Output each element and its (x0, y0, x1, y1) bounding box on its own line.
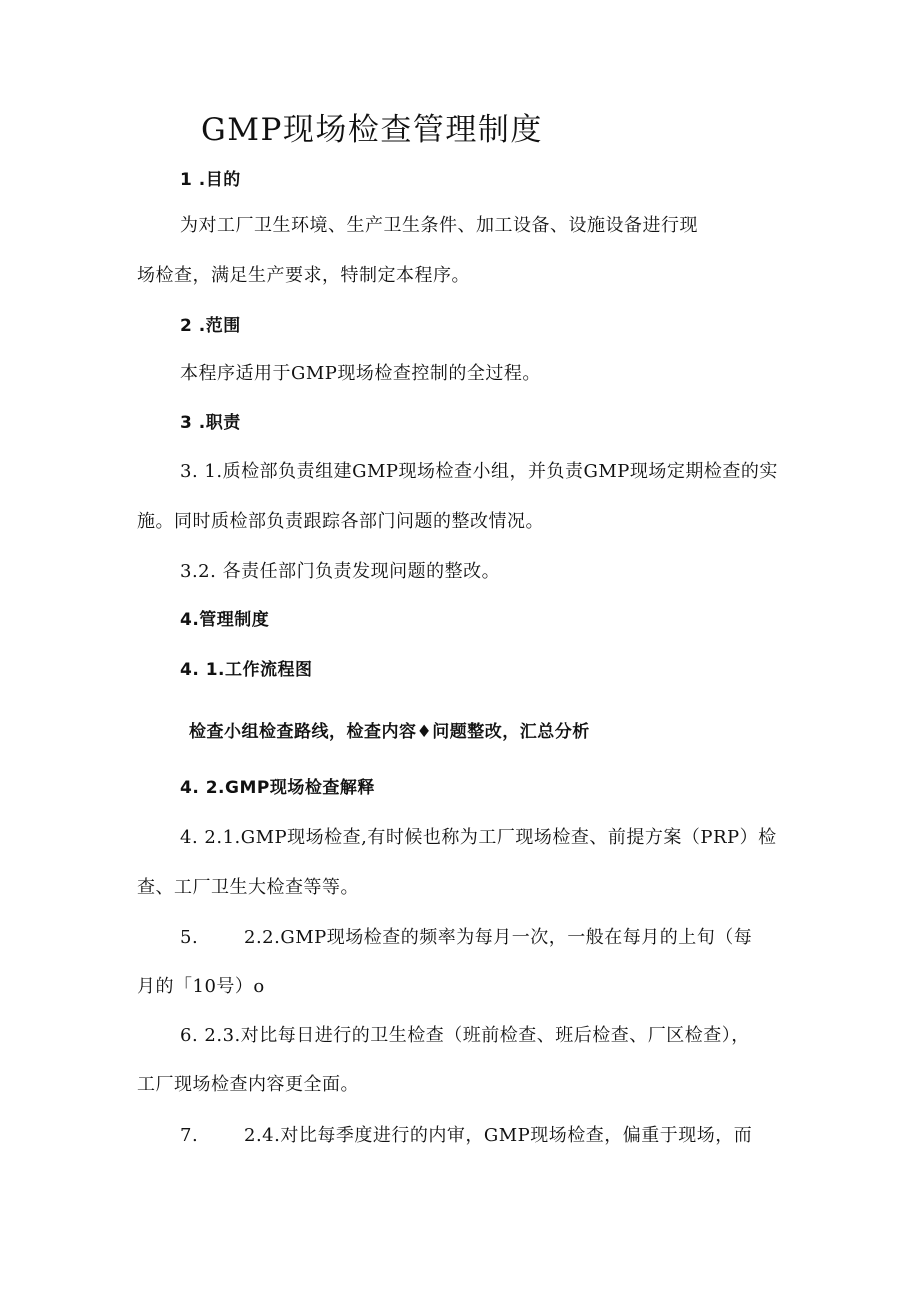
section-3-1-text-line-1: 3. 1.质检部负责组建GMP现场检查小组，并负责GMP现场定期检查的实 (180, 461, 778, 482)
item-7-text-line-1: 2.4.对比每季度进行的内审，GMP现场检查，偏重于现场，而 (244, 1125, 753, 1146)
section-4-2-1-text-line-2: 查、工厂卫生大检查等等。 (137, 877, 359, 898)
section-3-2-text: 3.2. 各责任部门负责发现问题的整改。 (180, 561, 501, 582)
document-title: GMP现场检查管理制度 (201, 112, 543, 148)
section-1-heading: 1 .目的 (180, 170, 241, 190)
section-4-1-heading: 4. 1.工作流程图 (180, 660, 313, 680)
item-6-text-line-1: 6. 2.3.对比每日进行的卫生检查（班前检查、班后检查、厂区检查）， (180, 1025, 750, 1046)
item-6-text-line-2: 工厂现场检查内容更全面。 (137, 1074, 359, 1095)
section-1-text-line-1: 为对工厂卫生环境、生产卫生条件、加工设备、设施设备进行现 (180, 215, 698, 236)
item-5-text-line-2: 月的「10号）o (137, 976, 265, 997)
section-3-heading: 3 .职责 (180, 413, 241, 433)
item-7-number: 7. (180, 1125, 199, 1146)
section-4-2-heading: 4. 2.GMP现场检查解释 (180, 778, 375, 798)
item-5-number: 5. (180, 927, 199, 948)
section-2-text: 本程序适用于GMP现场检查控制的全过程。 (180, 363, 541, 384)
section-3-1-text-line-2: 施。同时质检部负责跟踪各部门问题的整改情况。 (137, 511, 544, 532)
item-5-text-line-1: 2.2.GMP现场检查的频率为每月一次，一般在每月的上旬（每 (244, 927, 753, 948)
section-4-2-1-text-line-1: 4. 2.1.GMP现场检查,有时候也称为工厂现场检查、前提方案（PRP）检 (180, 827, 777, 848)
section-4-heading: 4.管理制度 (180, 610, 270, 630)
workflow-text: 检查小组检查路线，检查内容♦问题整改，汇总分析 (189, 722, 590, 742)
section-1-text-line-2: 场检查，满足生产要求，特制定本程序。 (137, 265, 470, 286)
section-2-heading: 2 .范围 (180, 316, 241, 336)
